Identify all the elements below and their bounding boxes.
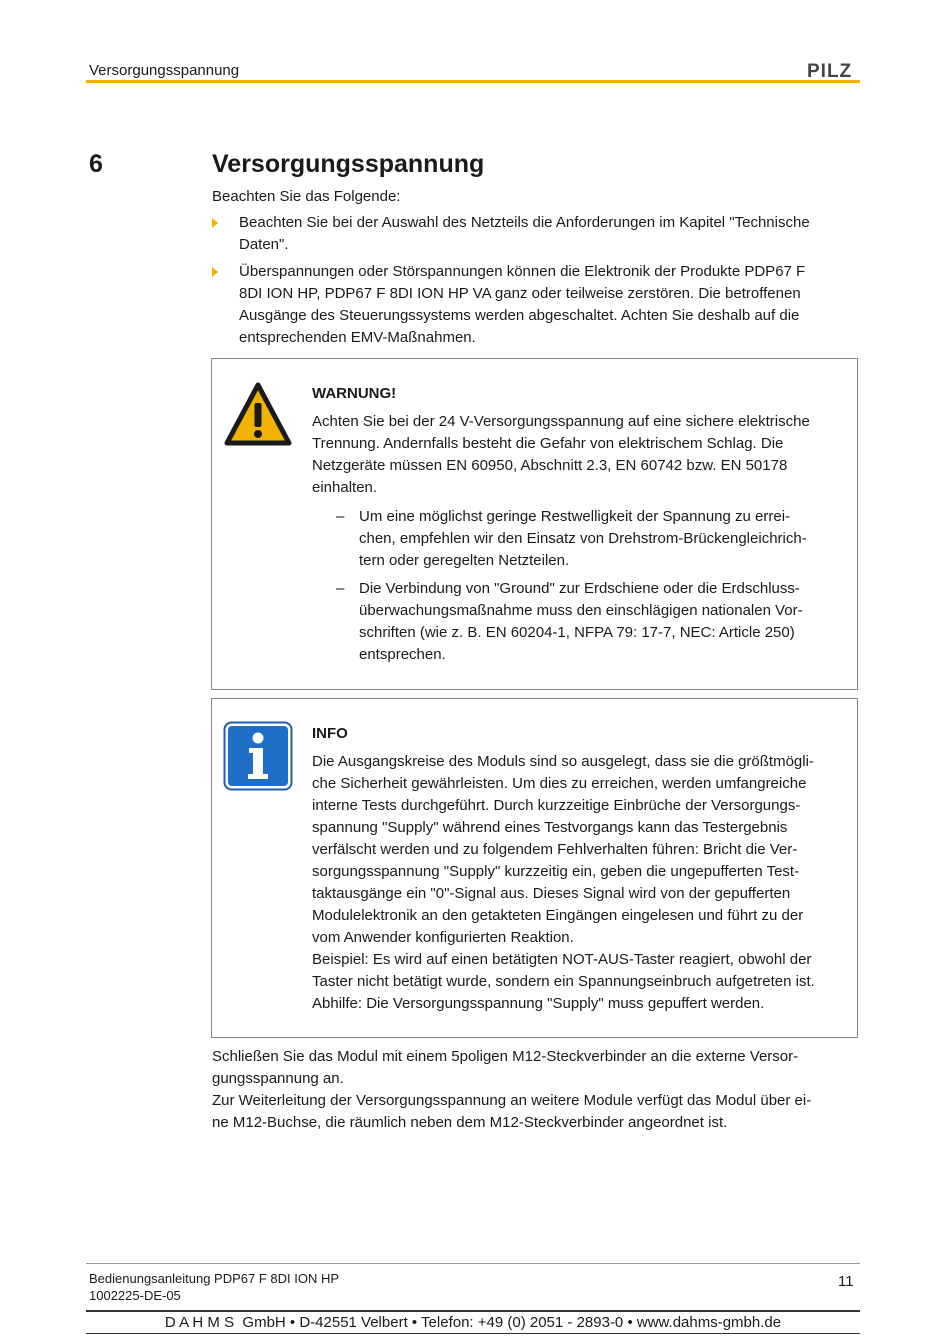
warning-triangle-icon	[223, 381, 293, 447]
header-rule	[86, 80, 860, 83]
footer-rule-bottom	[86, 1333, 860, 1334]
info-line: Taster nicht betätigt wurde, sondern ein Spannungseinbruch aufgetreten ist.	[312, 973, 815, 990]
warning-dash-item	[336, 506, 841, 572]
intro-text: Beachten Sie das Folgende:	[212, 188, 401, 205]
info-line: taktausgänge ein "0"-Signal aus. Dieses Signal wird von der gepufferten	[312, 885, 791, 902]
closing-paragraph	[212, 1046, 857, 1134]
info-text	[312, 751, 852, 1015]
info-line: spannung "Supply" während eines Testvorgangs kann das Testergebnis	[312, 819, 788, 836]
section-title: Versorgungsspannung	[212, 150, 485, 178]
info-line: vom Anwender konfigurierten Reaktion.	[312, 929, 574, 946]
footer-manual-info	[89, 1270, 339, 1304]
footer-contact: D A H M S GmbH • D-42551 Velbert • Telefon: +49 (0) 2051 - 2893-0 • www.dahms-gmbh.de	[164, 1314, 782, 1331]
dash-line: Die Verbindung von "Ground" zur Erdschiene oder die Erdschluss-	[359, 580, 800, 597]
dash-marker: –	[336, 508, 345, 525]
info-line: Die Ausgangskreise des Moduls sind so ausgelegt, dass sie die größtmögli-	[312, 753, 814, 770]
bullet-line: entsprechenden EMV-Maßnahmen.	[239, 329, 476, 346]
info-line: interne Tests durchgeführt. Durch kurzzeitige Einbrüche der Versorgungs-	[312, 797, 801, 814]
warning-heading: WARNUNG!	[312, 385, 397, 402]
warning-line: einhalten.	[312, 479, 378, 496]
info-line: verfälscht werden und zu folgendem Fehlverhalten führen: Bricht die Ver-	[312, 841, 798, 858]
info-icon	[223, 721, 293, 791]
page-number: 11	[838, 1273, 854, 1290]
footer-doc-number: 1002225-DE-05	[89, 1288, 181, 1303]
warning-line: Achten Sie bei der 24 V-Versorgungsspannung auf eine sichere elektrische	[312, 413, 810, 430]
warning-box	[211, 358, 858, 690]
bullet-line: Überspannungen oder Störspannungen können die Elektronik der Produkte PDP67 F	[239, 263, 806, 280]
footer-rule	[86, 1263, 860, 1264]
closing-line: gungsspannung an.	[212, 1070, 344, 1087]
closing-line: Schließen Sie das Modul mit einem 5poligen M12-Steckverbinder an die externe Versor-	[212, 1048, 799, 1065]
info-heading: INFO	[312, 725, 348, 742]
dash-marker: –	[336, 580, 345, 597]
dash-line: chen, empfehlen wir den Einsatz von Drehstrom-Brückengleichrich-	[359, 530, 807, 547]
closing-line: ne M12-Buchse, die räumlich neben dem M12-Steckverbinder angeordnet ist.	[212, 1114, 728, 1131]
warning-line: Trennung. Andernfalls besteht die Gefahr von elektrischem Schlag. Die	[312, 435, 784, 452]
bullet-item	[212, 212, 862, 256]
bullet-arrow-icon	[212, 267, 218, 277]
info-line: sorgungsspannung "Supply" kurzzeitig ein, geben die ungepufferten Test-	[312, 863, 800, 880]
section-number: 6	[89, 150, 103, 178]
dash-line: Um eine möglichst geringe Restwelligkeit der Spannung zu errei-	[359, 508, 791, 525]
bullet-arrow-icon	[212, 218, 218, 228]
bullet-item	[212, 261, 862, 349]
running-header-title: Versorgungsspannung	[89, 62, 240, 79]
footer-rule-bold	[86, 1310, 860, 1312]
dash-line: tern oder geregelten Netzteilen.	[359, 552, 570, 569]
pilz-logo	[807, 60, 861, 80]
bullet-line: Ausgänge des Steuerungssystems werden abgeschaltet. Achten Sie deshalb auf die	[239, 307, 800, 324]
pilz-logo-text: PILZ	[807, 61, 853, 80]
info-line: che Sicherheit gewährleisten. Um dies zu erreichen, werden umfangreiche	[312, 775, 807, 792]
warning-line: Netzgeräte müssen EN 60950, Abschnitt 2.3, EN 60742 bzw. EN 50178	[312, 457, 788, 474]
dash-line: entsprechen.	[359, 646, 446, 663]
warning-dash-item	[336, 578, 841, 666]
dash-line: überwachungsmaßnahme muss den einschlägigen nationalen Vor-	[359, 602, 803, 619]
info-box	[211, 698, 858, 1038]
bullet-line: Beachten Sie bei der Auswahl des Netzteils die Anforderungen im Kapitel "Technische	[239, 214, 810, 231]
bullet-line: Daten".	[239, 236, 289, 253]
info-line: Modulelektronik an den getakteten Eingängen eingelesen und führt zu der	[312, 907, 804, 924]
info-line: Beispiel: Es wird auf einen betätigten NOT-AUS-Taster reagiert, obwohl der	[312, 951, 812, 968]
dash-line: schriften (wie z. B. EN 60204-1, NFPA 79: 17-7, NEC: Article 250)	[359, 624, 795, 641]
warning-text	[312, 411, 852, 499]
info-line: Abhilfe: Die Versorgungsspannung "Supply" muss gepuffert werden.	[312, 995, 765, 1012]
closing-line: Zur Weiterleitung der Versorgungsspannung an weitere Module verfügt das Modul über ei-	[212, 1092, 812, 1109]
footer-manual-title: Bedienungsanleitung PDP67 F 8DI ION HP	[89, 1271, 340, 1286]
bullet-line: 8DI ION HP, PDP67 F 8DI ION HP VA ganz oder teilweise zerstören. Die betroffenen	[239, 285, 801, 302]
